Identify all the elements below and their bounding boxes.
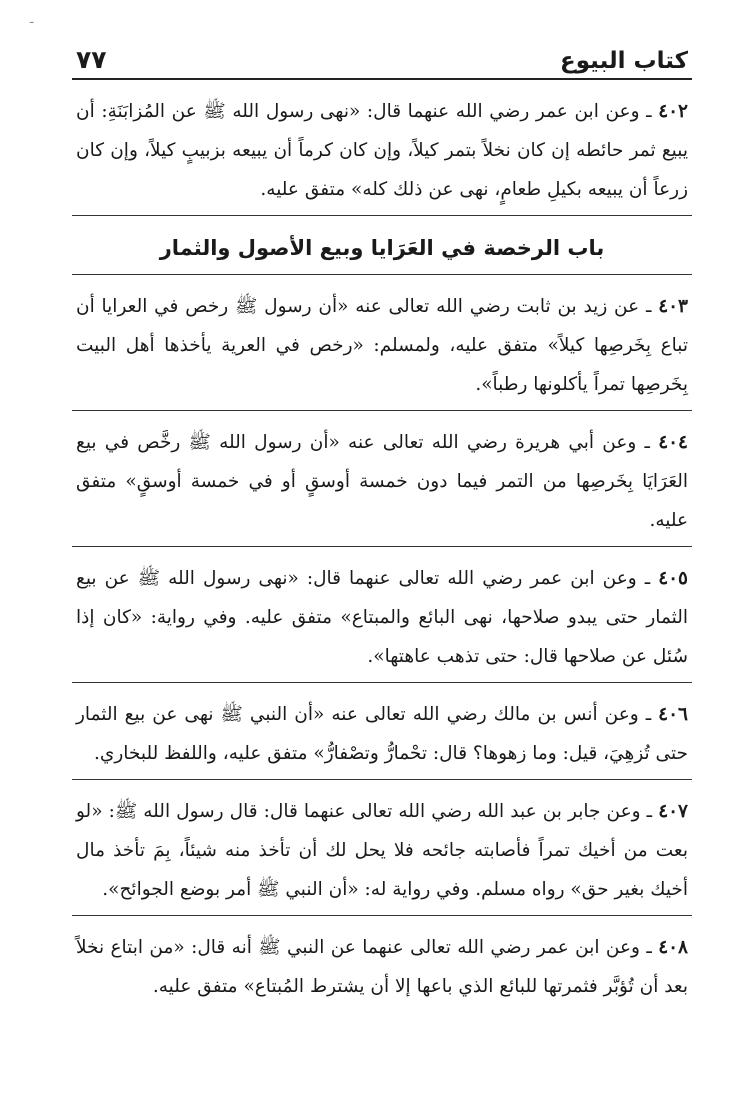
hadith-number: ٤٠٧ — [658, 801, 688, 822]
hadith-403 — [72, 275, 692, 411]
corner-mark: ـ — [30, 12, 34, 26]
hadith-text: ـ وعن ابن عمر رضي الله تعالى عنهما قال: «نهى رسول الله ﷺ عن بيع الثمار حتى يبدو صلاحها، نهى البائع والمبتاع» متفق عليه. وفي رواية: «كان إذا سُئل عن صلاحها قال: حتى تذهب عاهتها». — [76, 568, 688, 667]
hadith-number: ٤٠٢ — [658, 101, 688, 122]
hadith-407 — [72, 780, 692, 916]
hadith-text: ـ وعن جابر بن عبد الله رضي الله تعالى عنهما قال: قال رسول الله ﷺ: «لو بعت من أخيك تمراً فأصابته جائحه فلا يحل لك أن تأخذ منه شيئاً، بِمَ تأخذ مال أخيك بغير حق» رواه مسلم. وفي رواية له: «أن النبي ﷺ أمر بوضع الجوائح». — [76, 801, 688, 900]
hadith-number: ٤٠٥ — [658, 568, 688, 589]
page-header — [72, 28, 692, 80]
hadith-text: ـ وعن ابن عمر رضي الله عنهما قال: «نهى رسول الله ﷺ عن المُزابَنَةِ: أن يبيع ثمر حائطه إن كان نخلاً بتمر كيلاً، وإن كان كرماً أن يبيعه بزبيبٍ كيلاً، وإن كان زرعاً أن يبيعه بكيلِ طعامٍ، نهى عن ذلك كله» متفق عليه. — [76, 101, 688, 200]
section-heading: باب الرخصة في العَرَايا وبيع الأصول والثمار — [72, 216, 692, 275]
hadith-text: ـ وعن أبي هريرة رضي الله تعالى عنه «أن رسول الله ﷺ رخَّص في بيع العَرَايَا بِخَرصِها من التمر فيما دون خمسة أوسقٍ أو في خمسة أوسقٍ» متفق عليه. — [76, 432, 688, 531]
chapter-title: كتاب البيوع — [560, 48, 688, 74]
hadith-404 — [72, 411, 692, 547]
hadith-number: ٤٠٦ — [658, 704, 688, 725]
hadith-402 — [72, 80, 692, 216]
book-page — [72, 28, 692, 1012]
hadith-405 — [72, 547, 692, 683]
hadith-408 — [72, 916, 692, 1012]
hadith-text: ـ وعن ابن عمر رضي الله تعالى عنهما عن النبي ﷺ أنه قال: «من ابتاع نخلاً بعد أن تُؤبَّر فثمرتها للبائع الذي باعها إلا أن يشترط المُبتاع» متفق عليه. — [76, 937, 688, 997]
page-number: ٧٧ — [76, 45, 107, 74]
hadith-406 — [72, 683, 692, 780]
hadith-number: ٤٠٣ — [658, 296, 688, 317]
hadith-number: ٤٠٨ — [658, 937, 688, 958]
hadith-number: ٤٠٤ — [658, 432, 688, 453]
hadith-text: ـ وعن أنس بن مالك رضي الله تعالى عنه «أن النبي ﷺ نهى عن بيع الثمار حتى تُزهِيَ، قيل: وما زهوها؟ قال: تحْمارُّ وتصْفارُّ» متفق عليه، واللفظ للبخاري. — [76, 704, 688, 764]
hadith-text: ـ عن زيد بن ثابت رضي الله تعالى عنه «أن رسول ﷺ رخص في العرايا أن تباع بِخَرصِها كيلاً» متفق عليه، ولمسلم: «رخص في العرية يأخذها أهل البيت بِخَرصِها تمراً يأكلونها رطباً». — [76, 296, 688, 395]
